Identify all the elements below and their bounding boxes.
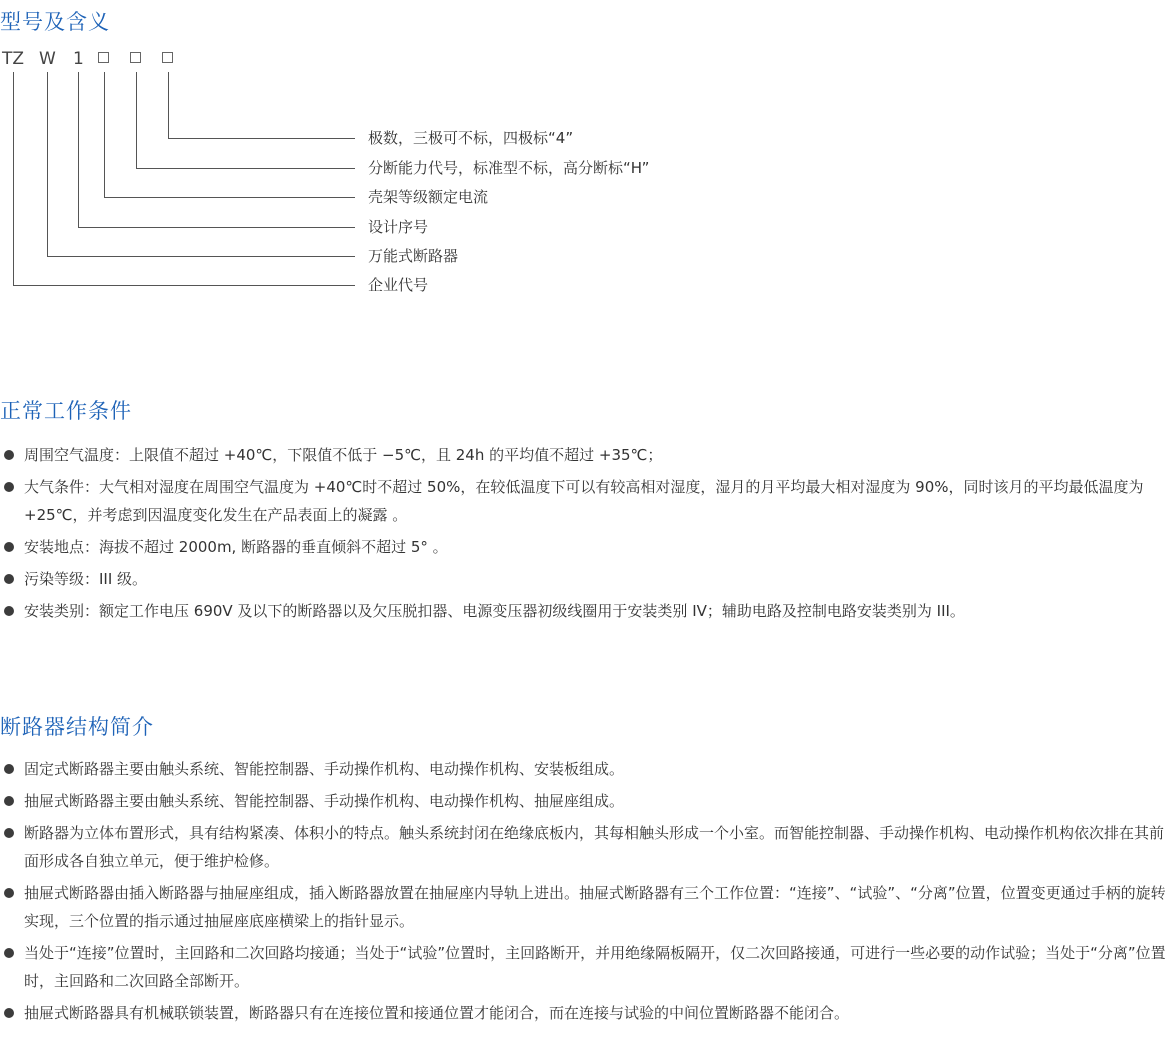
label-breaker-type: 万能式断路器 (368, 247, 459, 265)
bullet-icon (4, 542, 14, 552)
code-design: 1 (73, 49, 84, 69)
list-item: 安装类别：额定工作电压 690V 及以下的断路器以及欠压脱扣器、电源变压器初级线圈用于安装类别 IV；辅助电路及控制电路安装类别为 III。 (0, 597, 1170, 625)
list-item: 周围空气温度：上限值不超过 +40℃，下限值不低于 −5℃，且 24h 的平均值不超过 +35℃； (0, 441, 1170, 469)
label-breaking-capacity: 分断能力代号，标准型不标，高分断标“H” (368, 159, 650, 177)
list-item: 抽屉式断路器具有机械联锁装置，断路器只有在连接位置和接通位置才能闭合，而在连接与试验的中间位置断路器不能闭合。 (0, 999, 1170, 1027)
label-poles: 极数，三极可不标，四极标“4” (368, 129, 574, 147)
connector-line-frame-current (105, 72, 356, 198)
working-conditions-list (0, 441, 1170, 625)
model-section-title: 型号及含义 (0, 10, 110, 34)
code-company: TZ (2, 49, 25, 69)
structure-list (0, 755, 1170, 1027)
code-type: W (39, 49, 56, 69)
list-item: 安装地点：海拔不超过 2000m, 断路器的垂直倾斜不超过 5° 。 (0, 533, 1170, 561)
bullet-icon (4, 482, 14, 492)
label-frame-current: 壳架等级额定电流 (368, 188, 489, 206)
model-code-diagram (0, 0, 1170, 300)
bullet-icon (4, 574, 14, 584)
bullet-icon (4, 1008, 14, 1018)
label-design-number: 设计序号 (368, 218, 429, 236)
bullet-icon (4, 606, 14, 616)
working-conditions-title: 正常工作条件 (0, 399, 132, 423)
structure-title: 断路器结构简介 (0, 715, 154, 739)
connector-line-poles (169, 72, 356, 139)
bullet-icon (4, 948, 14, 958)
connector-line-design-number (79, 72, 356, 228)
list-item: 污染等级：III 级。 (0, 565, 1170, 593)
connector-line-breaker-type (48, 72, 356, 257)
bullet-icon (4, 796, 14, 806)
label-company-code: 企业代号 (368, 276, 429, 294)
bullet-icon (4, 764, 14, 774)
list-item: 抽屉式断路器主要由触头系统、智能控制器、手动操作机构、电动操作机构、抽屉座组成。 (0, 787, 1170, 815)
list-item: 抽屉式断路器由插入断路器与抽屉座组成，插入断路器放置在抽屉座内导轨上进出。抽屉式断路器有三个工作位置：“连接”、“试验”、“分离”位置，位置变更通过手柄的旋转实现，三个位置的指示通过抽屉座底座横梁上的指针显示。 (0, 879, 1170, 935)
bullet-icon (4, 828, 14, 838)
connector-line-breaking-capacity (137, 72, 356, 169)
list-item: 固定式断路器主要由触头系统、智能控制器、手动操作机构、电动操作机构、安装板组成。 (0, 755, 1170, 783)
bullet-icon (4, 450, 14, 460)
list-item: 大气条件：大气相对湿度在周围空气温度为 +40℃时不超过 50%，在较低温度下可以有较高相对湿度，湿月的月平均最大相对湿度为 90%，同时该月的平均最低温度为 +25℃，并考虑到因温度变化发生在产品表面上的凝露 。 (0, 473, 1170, 529)
list-item: 断路器为立体布置形式，具有结构紧凑、体积小的特点。触头系统封闭在绝缘底板内，其每相触头形成一个小室。而智能控制器、手动操作机构、电动操作机构依次排在其前面形成各自独立单元，便于维护检修。 (0, 819, 1170, 875)
list-item: 当处于“连接”位置时，主回路和二次回路均接通；当处于“试验”位置时，主回路断开，并用绝缘隔板隔开，仅二次回路接通，可进行一些必要的动作试验；当处于“分离”位置时，主回路和二次回路全部断开。 (0, 939, 1170, 995)
bullet-icon (4, 888, 14, 898)
connector-line-company (14, 72, 356, 286)
